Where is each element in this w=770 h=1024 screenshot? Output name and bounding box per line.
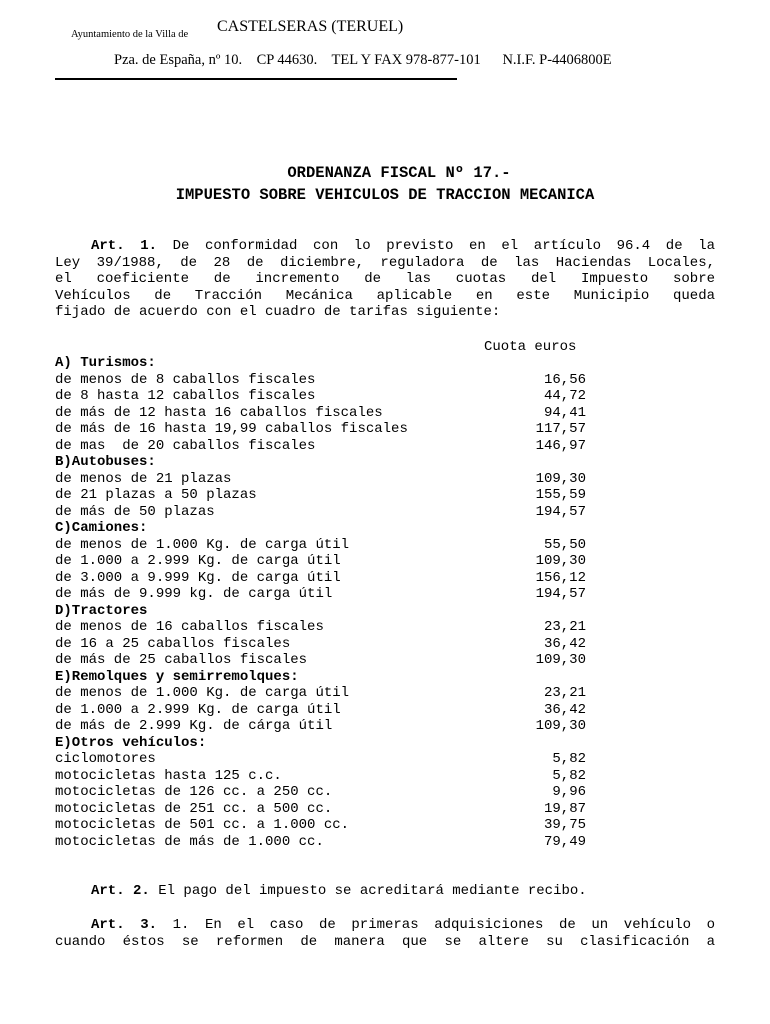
article-3-line: cuando éstos se reformen de manera que se altere su clasificación a [55,933,715,950]
tariff-row-value: 79,49 [543,833,586,850]
letterhead-rule [55,78,457,80]
tariff-row-value: 5,82 [552,751,586,767]
tariff-row [55,471,595,488]
tariff-row-label: de 1.000 a 2.999 Kg. de carga útil [55,701,341,718]
tariff-row-value: 117,57 [535,421,586,437]
tariff-category [55,603,595,620]
tariff-row-value: 94,41 [543,404,586,421]
tariff-row-label: de más de 50 plazas [55,503,215,520]
tariff-row-value: 36,42 [543,635,586,652]
tariff-row-label: de más de 12 hasta 16 caballos fiscales [55,404,383,421]
article-1-line: Vehículos de Tracción Mecánica aplicable en este Municipio queda [55,287,715,304]
ordinance-subtitle: IMPUESTO SOBRE VEHICULOS DE TRACCION MECANICA [175,186,595,204]
article-1-line [55,238,715,255]
tariff-category [55,735,595,752]
tariff-row [55,438,595,455]
tariff-row [55,487,595,504]
tariff-row-label: de menos de 21 plazas [55,470,232,487]
tariff-row-value: 109,30 [535,718,586,734]
tariff-row-label: de menos de 1.000 Kg. de carga útil [55,685,350,701]
tariff-row [55,570,595,587]
tariff-row-label: de más de 9.999 kg. de carga útil [55,586,333,602]
tariff-row [55,636,595,653]
tariff-row [55,537,595,554]
tariff-row-value: 23,21 [543,619,586,635]
tariff-row-value: 194,57 [535,503,586,520]
tariff-row [55,702,595,719]
tariff-category-label: D)Tractores [55,602,148,619]
tariff-row-label: ciclomotores [55,751,156,767]
article-3-line [55,917,715,934]
ordinance-title: ORDENANZA FISCAL Nº 17.- [287,164,511,182]
tariff-row-label: motocicletas de más de 1.000 cc. [55,833,324,850]
letterhead-town-name: CASTELSERAS (TERUEL) [217,18,404,35]
tariff-row-value: 23,21 [543,685,586,701]
tariff-row-label: de más de 25 caballos fiscales [55,652,308,668]
tariff-category [55,355,595,372]
article-3-text: 1. En el caso de primeras adquisiciones de un vehículo o [172,917,715,933]
tariff-row-value: 9,96 [552,784,586,800]
tariff-row-label: de 1.000 a 2.999 Kg. de carga útil [55,553,341,569]
tariff-row-value: 44,72 [543,388,586,404]
tariff-row-label: motocicletas hasta 125 c.c. [55,767,282,784]
tariff-row-label: de 16 a 25 caballos fiscales [55,635,291,652]
tariff-row-value: 146,97 [535,437,586,454]
article-2 [55,883,715,900]
tariff-row-value: 156,12 [535,569,586,586]
tariff-row [55,801,595,818]
tariff-row [55,784,595,801]
tariff-category-label: A) Turismos: [55,355,156,371]
tariff-row-label: de menos de 8 caballos fiscales [55,371,316,388]
tariff-row-value: 39,75 [543,817,586,833]
tariff-row-label: de más de 2.999 Kg. de cárga útil [55,718,333,734]
tariff-row-value: 109,30 [535,470,586,487]
tariff-category-label: E)Otros vehículos: [55,734,207,751]
tariff-row [55,504,595,521]
tariff-row-label: de menos de 16 caballos fiscales [55,619,324,635]
tariff-row-value: 55,50 [543,536,586,553]
tariff-row [55,718,595,735]
article-1-line: fijado de acuerdo con el cuadro de tarifas siguiente: [55,304,501,321]
article-3-label: Art. 3. [91,917,158,933]
tariff-category [55,520,595,537]
article-1-label: Art. 1. [91,238,158,254]
tariff-row-label: de menos de 1.000 Kg. de carga útil [55,536,350,553]
tariff-row-label: motocicletas de 251 cc. a 500 cc. [55,800,333,817]
letterhead-villa-label: Ayuntamiento de la Villa de [71,29,189,40]
article-3 [55,917,715,950]
tariff-row-label: motocicletas de 126 cc. a 250 cc. [55,784,333,800]
tariff-row [55,586,595,603]
tariff-row-value: 19,87 [543,800,586,817]
tariff-table [55,355,595,850]
letterhead-address: Pza. de España, nº 10. CP 44630. TEL Y FAX 978-877-101 N.I.F. P-4406800E [114,52,612,68]
tariff-row-label: de más de 16 hasta 19,99 caballos fiscales [55,421,408,437]
article-1 [55,238,715,321]
tariff-category-label: E)Remolques y semirremolques: [55,668,299,685]
tariff-column-header: Cuota euros [484,339,577,355]
tariff-row [55,751,595,768]
tariff-row [55,405,595,422]
tariff-row [55,421,595,438]
tariff-row [55,834,595,851]
tariff-row-value: 109,30 [535,553,586,569]
tariff-row [55,553,595,570]
tariff-row-label: de 3.000 a 9.999 Kg. de carga útil [55,569,341,586]
tariff-category [55,669,595,686]
tariff-category-label: C)Camiones: [55,520,148,536]
tariff-row-value: 155,59 [535,487,586,503]
tariff-row-label: de 21 plazas a 50 plazas [55,487,257,503]
tariff-row [55,685,595,702]
tariff-category [55,454,595,471]
tariff-row-value: 5,82 [552,767,586,784]
article-2-text: El pago del impuesto se acreditará mediante recibo. [158,883,587,899]
tariff-row-value: 16,56 [543,371,586,388]
article-1-line: el coeficiente de incremento de las cuotas del Impuesto sobre [55,271,715,288]
tariff-row [55,388,595,405]
tariff-row-value: 36,42 [543,701,586,718]
article-1-text: De conformidad con lo previsto en el artículo 96.4 de la [172,238,715,254]
tariff-row [55,652,595,669]
article-2-line [55,883,715,900]
tariff-row [55,817,595,834]
tariff-row [55,619,595,636]
article-1-line: Ley 39/1988, de 28 de diciembre, reguladora de las Haciendas Locales, [55,254,715,271]
tariff-row-label: de mas de 20 caballos fiscales [55,437,316,454]
tariff-row-value: 194,57 [535,586,586,602]
tariff-row-label: motocicletas de 501 cc. a 1.000 cc. [55,817,350,833]
tariff-row-label: de 8 hasta 12 caballos fiscales [55,388,316,404]
tariff-category-label: B)Autobuses: [55,454,156,470]
tariff-row-value: 109,30 [535,652,586,668]
tariff-row [55,768,595,785]
article-2-label: Art. 2. [91,883,150,899]
tariff-row [55,372,595,389]
